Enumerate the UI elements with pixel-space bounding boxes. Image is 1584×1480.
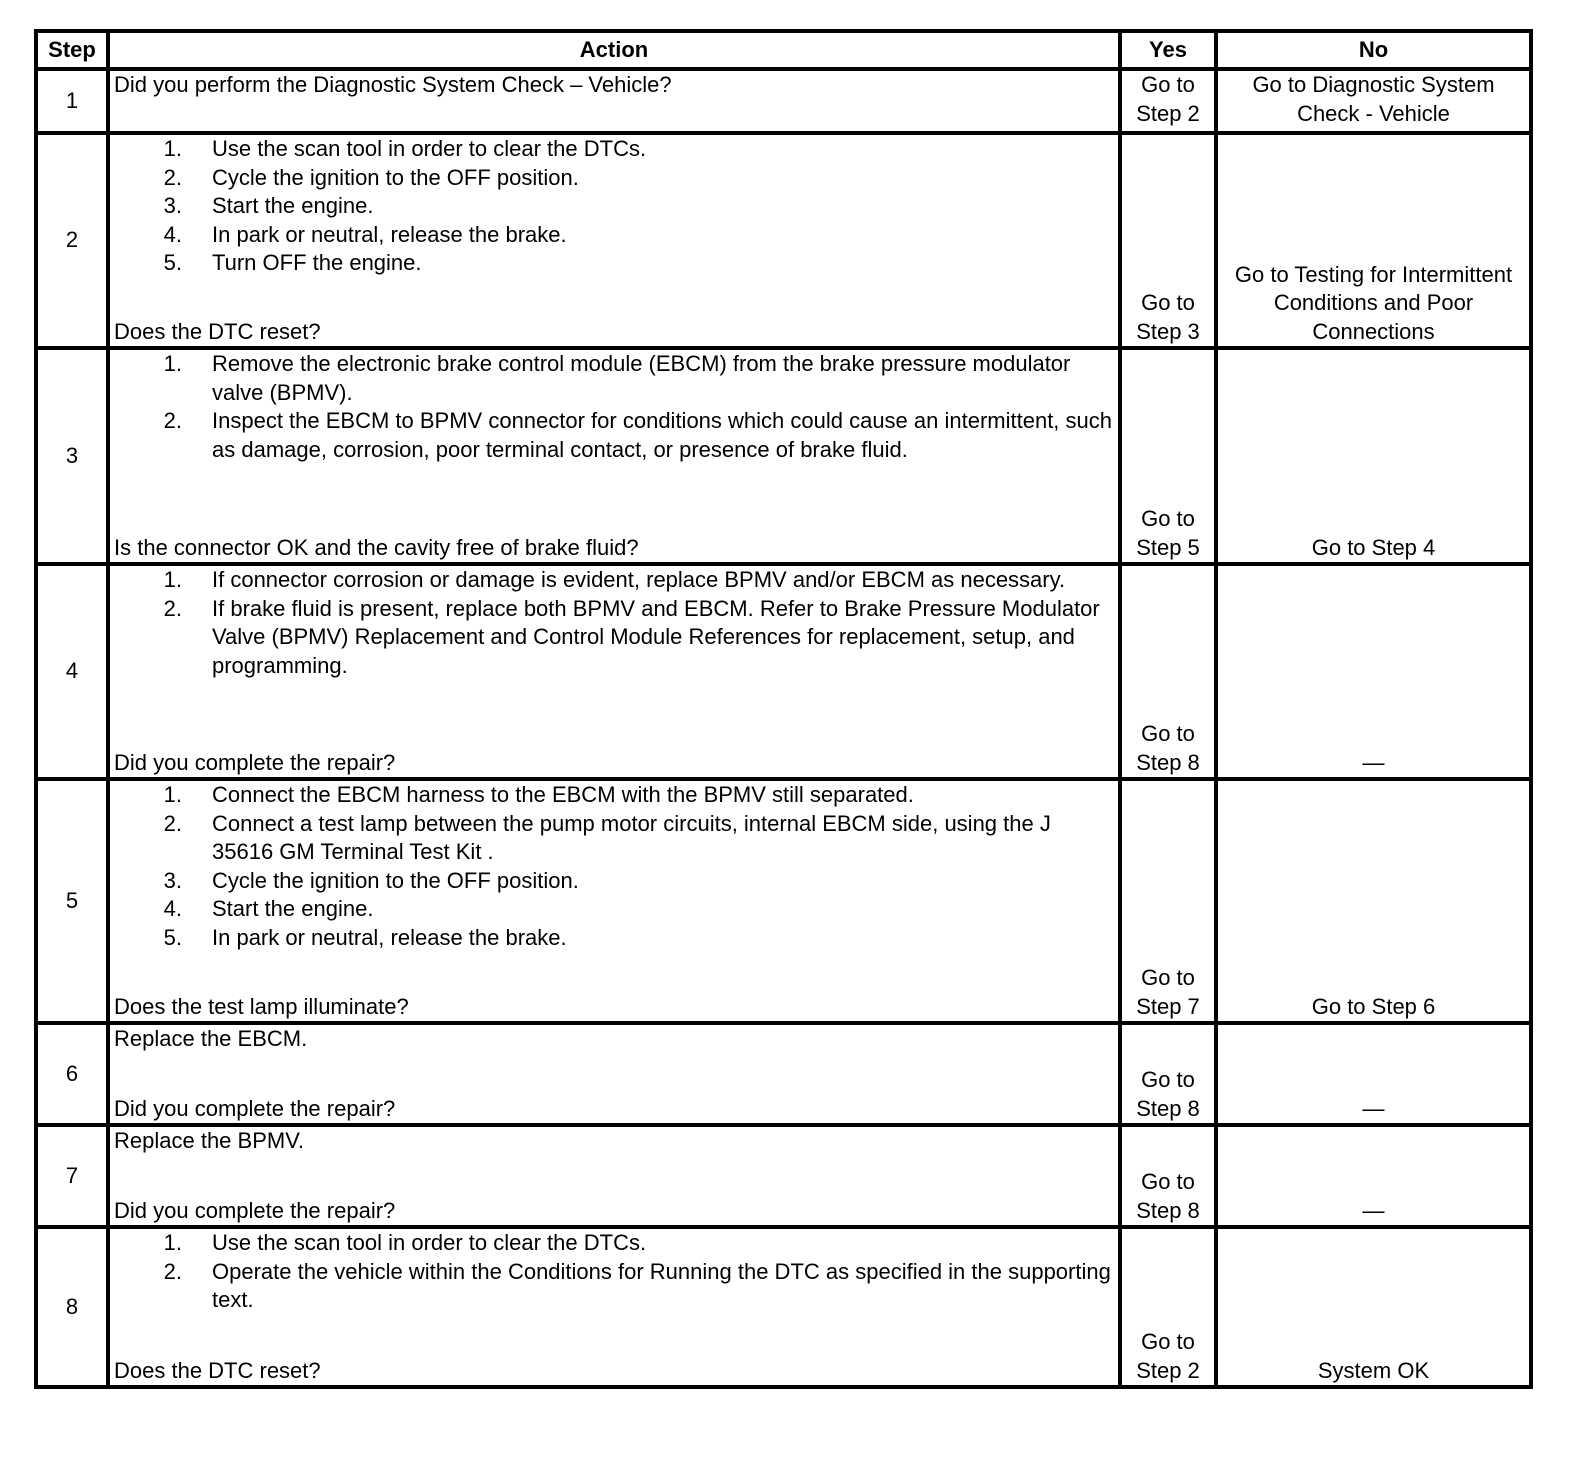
instruction-text: Operate the vehicle within the Conditions for Running the DTC as specified in the supporting text. (212, 1258, 1111, 1312)
action-intro: Replace the EBCM. (114, 1026, 308, 1051)
action-question: Did you complete the repair? (114, 749, 396, 775)
action-question: Did you complete the repair? (114, 1197, 396, 1223)
action-instructions (114, 135, 1114, 278)
header-yes: Yes (1120, 31, 1216, 69)
step-number: 4 (36, 564, 108, 779)
instruction-text: Turn OFF the engine. (212, 250, 422, 275)
step-number: 2 (36, 133, 108, 348)
instruction-item (114, 595, 1114, 681)
action-content (114, 1025, 1114, 1123)
instruction-text: Inspect the EBCM to BPMV connector for conditions which could cause an intermittent, such as damage, corrosion, poor terminal contact, or presence of brake fluid. (212, 408, 1113, 462)
instruction-number: 2. (163, 810, 182, 836)
action-instructions (114, 71, 1114, 100)
yes-result: Go to Step 8 (1120, 1023, 1216, 1125)
action-cell (108, 1125, 1120, 1227)
action-instructions (114, 781, 1114, 952)
step-number: 6 (36, 1023, 108, 1125)
action-content (114, 1229, 1114, 1385)
yes-result: Go to Step 3 (1120, 133, 1216, 348)
action-cell (108, 69, 1120, 133)
no-result: — (1216, 1023, 1531, 1125)
instruction-text: In park or neutral, release the brake. (212, 221, 567, 247)
table-row (36, 779, 1531, 1023)
table-row (36, 69, 1531, 133)
action-instructions (114, 1025, 1114, 1054)
no-result: Go to Step 4 (1216, 348, 1531, 564)
instruction-text: Start the engine. (212, 193, 374, 218)
instruction-text: If brake fluid is present, replace both BPMV and EBCM. Refer to Brake Pressure Modulator Valve (BPMV) Replacement and Control Module References for replacement, setup, and programming. (212, 595, 1100, 678)
instruction-number: 1. (163, 782, 182, 807)
instruction-number: 2. (163, 595, 182, 621)
instruction-list (114, 566, 1114, 680)
action-instructions (114, 350, 1114, 464)
action-instructions (114, 566, 1114, 680)
instruction-number: 1. (163, 567, 182, 592)
instruction-text: Use the scan tool in order to clear the DTCs. (212, 1230, 647, 1255)
action-content (114, 135, 1114, 346)
instruction-item (114, 1258, 1114, 1315)
instruction-number: 2. (163, 408, 182, 433)
table-row (36, 1227, 1531, 1387)
instruction-item (114, 192, 1114, 221)
step-number: 7 (36, 1125, 108, 1227)
action-question: Is the connector OK and the cavity free of brake fluid? (114, 534, 639, 560)
action-question: Does the DTC reset? (114, 318, 321, 344)
instruction-text: Connect the EBCM harness to the EBCM with the BPMV still separated. (212, 782, 914, 807)
yes-result: Go to Step 8 (1120, 1125, 1216, 1227)
no-result: — (1216, 564, 1531, 779)
action-question: Does the DTC reset? (114, 1357, 321, 1383)
instruction-item (114, 249, 1114, 278)
action-cell (108, 348, 1120, 564)
instruction-number: 1. (163, 351, 182, 376)
action-content (114, 566, 1114, 777)
instruction-number: 2. (163, 164, 182, 190)
action-intro: Replace the BPMV. (114, 1128, 304, 1153)
instruction-number: 3. (163, 193, 182, 218)
instruction-text: Cycle the ignition to the OFF position. (212, 867, 579, 893)
yes-result: Go to Step 8 (1120, 564, 1216, 779)
action-cell (108, 133, 1120, 348)
instruction-text: Start the engine. (212, 896, 374, 921)
instruction-number: 3. (163, 867, 182, 893)
instruction-item (114, 924, 1114, 953)
action-instructions (114, 1229, 1114, 1315)
instruction-list (114, 350, 1114, 464)
no-result: Go to Diagnostic System Check - Vehicle (1216, 69, 1531, 133)
instruction-item (114, 810, 1114, 867)
instruction-item (114, 566, 1114, 595)
instruction-text: If connector corrosion or damage is evident, replace BPMV and/or EBCM as necessary. (212, 567, 1066, 592)
action-cell (108, 564, 1120, 779)
action-question: Did you perform the Diagnostic System Check – Vehicle? (114, 72, 672, 97)
instruction-item (114, 407, 1114, 464)
action-content (114, 71, 1114, 131)
action-cell (108, 779, 1120, 1023)
header-no: No (1216, 31, 1531, 69)
table-row (36, 1023, 1531, 1125)
step-number: 5 (36, 779, 108, 1023)
yes-result: Go to Step 2 (1120, 69, 1216, 133)
instruction-item (114, 1229, 1114, 1258)
instruction-text: Connect a test lamp between the pump motor circuits, internal EBCM side, using the J 35616 GM Terminal Test Kit . (212, 810, 1051, 864)
instruction-text: In park or neutral, release the brake. (212, 924, 567, 950)
instruction-number: 4. (163, 896, 182, 921)
instruction-item (114, 350, 1114, 407)
instruction-number: 5. (163, 250, 182, 275)
instruction-item (114, 781, 1114, 810)
table-row (36, 1125, 1531, 1227)
no-result: Go to Step 6 (1216, 779, 1531, 1023)
table-row (36, 564, 1531, 779)
instruction-text: Cycle the ignition to the OFF position. (212, 164, 579, 190)
no-result: System OK (1216, 1227, 1531, 1387)
action-question: Does the test lamp illuminate? (114, 993, 409, 1019)
instruction-list (114, 135, 1114, 278)
action-content (114, 350, 1114, 562)
instruction-item (114, 867, 1114, 896)
diagnostic-table (34, 29, 1533, 1389)
instruction-number: 4. (163, 221, 182, 247)
instruction-list (114, 781, 1114, 952)
step-number: 8 (36, 1227, 108, 1387)
instruction-number: 1. (163, 136, 182, 161)
action-content (114, 781, 1114, 1021)
action-cell (108, 1227, 1120, 1387)
instruction-list (114, 1229, 1114, 1315)
yes-result: Go to Step 5 (1120, 348, 1216, 564)
instruction-item (114, 895, 1114, 924)
header-action: Action (108, 31, 1120, 69)
no-result: — (1216, 1125, 1531, 1227)
action-content (114, 1127, 1114, 1225)
step-number: 3 (36, 348, 108, 564)
action-question: Did you complete the repair? (114, 1095, 396, 1121)
yes-result: Go to Step 2 (1120, 1227, 1216, 1387)
no-result: Go to Testing for Intermittent Conditions and Poor Connections (1216, 133, 1531, 348)
instruction-number: 2. (163, 1258, 182, 1284)
instruction-item (114, 221, 1114, 250)
instruction-item (114, 135, 1114, 164)
header-step: Step (36, 31, 108, 69)
action-cell (108, 1023, 1120, 1125)
instruction-text: Use the scan tool in order to clear the DTCs. (212, 136, 647, 161)
instruction-text: Remove the electronic brake control module (EBCM) from the brake pressure modulator valve (BPMV). (212, 351, 1071, 405)
yes-result: Go to Step 7 (1120, 779, 1216, 1023)
table-row (36, 348, 1531, 564)
instruction-item (114, 164, 1114, 193)
action-instructions (114, 1127, 1114, 1156)
instruction-number: 5. (163, 924, 182, 950)
table-row (36, 133, 1531, 348)
instruction-number: 1. (163, 1230, 182, 1255)
step-number: 1 (36, 69, 108, 133)
header-row (36, 31, 1531, 69)
